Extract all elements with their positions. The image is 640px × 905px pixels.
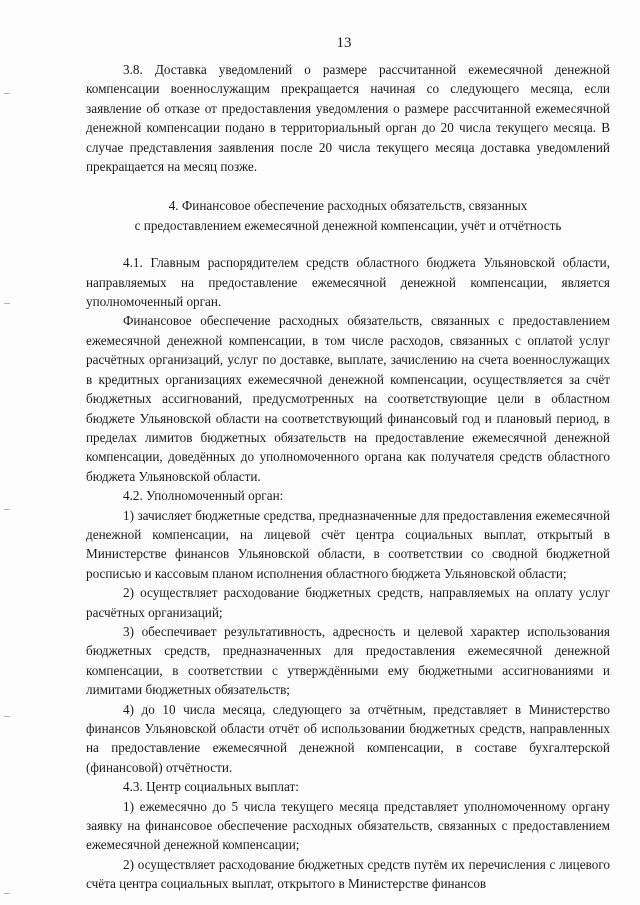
scan-mark [4,509,10,510]
scan-mark [4,893,10,894]
scan-margin-marks [0,0,20,905]
scan-mark [4,303,10,304]
page-number: 13 [336,35,352,51]
paragraph-4-2-item-3: 3) обеспечивает результативность, адресность и целевой характер использования бюджетных средств, предназначенных для предоставления ежемесячной денежной компенсации, в соответствии с утверждёнными ему бюджетными ассигнованиями и лимитами бюджетных обязательств; [86,623,610,698]
paragraph-4-2-item-4: 4) до 10 числа месяца, следующего за отчётным, представляет в Министерство финансов Ульяновской области отчёт об использовании бюджетных средств, направленных на предоставление ежемесячной денежной компенсации, в составе бухгалтерской (финансовой) отчётности. [86,701,610,775]
paragraph-4-2-title: 4.2. Уполномоченный орган: [123,488,284,504]
paragraph-4-3-item-2: 2) осуществляет расходование бюджетных средств путём их перечисления с лицевого счёта центра социальных выплат, открытого в Министерстве финансов [86,856,610,892]
paragraph-4-2-item-2: 2) осуществляет расходование бюджетных средств, направляемых на оплату услуг расчётных организаций; [86,585,610,620]
section-heading-line-2: с предоставлением ежемесячной денежной компенсации, учёт и отчётность [134,217,562,233]
paragraph-4-2-item-1: 1) зачисляет бюджетные средства, предназначенные для предоставления ежемесячной денежной компенсации, на лицевой счёт центра социальных выплат, открытый в Министерстве финансов Ульяновской области, в соответствии со сводной бюджетной росписью и кассовым планом исполнения областного бюджета Ульяновской области; [86,507,610,581]
section-heading [86,196,610,235]
paragraph-financing: Финансовое обеспечение расходных обязательств, связанных с предоставлением ежемесячной денежной компенсации, в том числе расходов, связанных с оплатой услуг расчётных организаций, услуг по доставке, выплате, зачислению на счета военнослужащих в кредитных организациях ежемесячной денежной компенсации, осуществляется за счёт бюджетных ассигнований, предусмотренных на соответствующие цели в областном бюджете Ульяновской области на соответствующий финансовый год и плановый период, в пределах лимитов бюджетных обязательств на предоставление ежемесячной денежной компенсации, доведённых до уполномоченного органа как получателя средств областного бюджета Ульяновской области. [86,313,610,484]
paragraph-4-3-item-1: 1) ежемесячно до 5 числа текущего месяца представляет уполномоченному органу заявку на финансовое обеспечение расходных обязательств, связанных с предоставлением ежемесячной денежной компенсации; [86,798,610,853]
paragraph-3-8: 3.8. Доставка уведомлений о размере рассчитанной ежемесячной денежной компенсации военнослужащим прекращается начиная со следующего месяца, если заявление об отказе от предоставления уведомления о размере рассчитанной ежемесячной денежной компенсации подано в территориальный орган до 20 числа текущего месяца. В случае представления заявления после 20 числа текущего месяца доставка уведомлений прекращается на месяц позже. [86,62,610,175]
section-heading-line-1: 4. Финансовое обеспечение расходных обязательств, связанных [168,198,528,214]
scan-mark [4,716,10,717]
paragraph-4-3-title: 4.3. Центр социальных выплат: [123,779,299,795]
scan-mark [4,93,10,94]
paragraph-4-1: 4.1. Главным распорядителем средств областного бюджета Ульяновской области, направляемых на предоставление ежемесячной денежной компенсации, является уполномоченный орган. [86,255,610,310]
document-body [86,60,610,894]
